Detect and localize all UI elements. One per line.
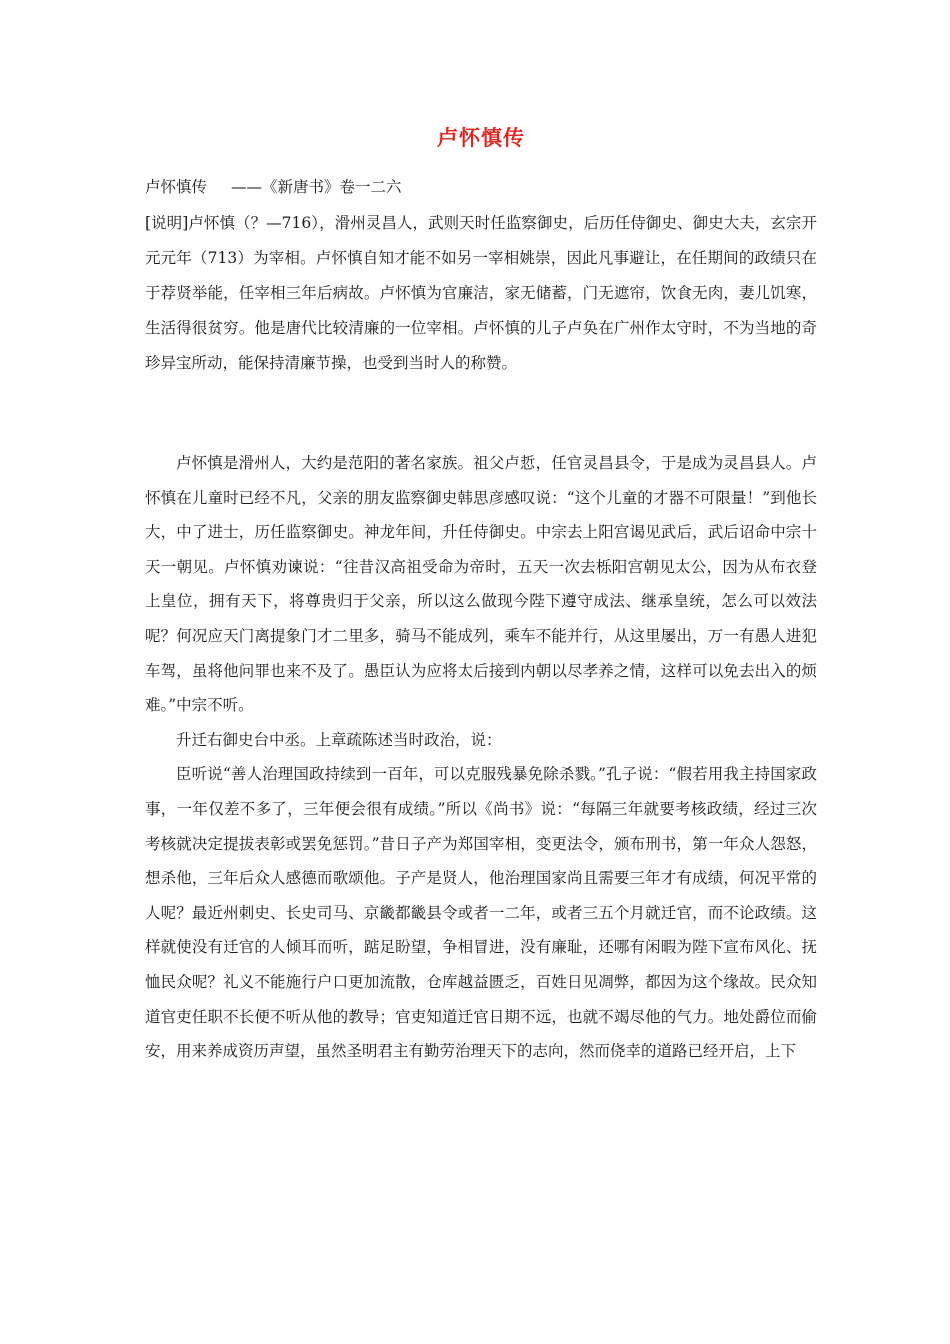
body-text — [145, 446, 817, 1069]
document-subtitle — [145, 176, 817, 198]
subtitle-source: ——《新唐书》卷一二六 — [231, 178, 402, 196]
intro-paragraph: [说明]卢怀慎（？—716），滑州灵昌人，武则天时任监察御史，后历任侍御史、御史大夫，玄宗开元元年（713）为宰相。卢怀慎自知才能不如另一宰相姚崇，因此凡事避让，在任期间的政绩只在于荐贤举能，任宰相三年后病故。卢怀慎为官廉洁，家无储蓄，门无遮帘，饮食无肉，妻儿饥寒，生活得很贫穷。他是唐代比较清廉的一位宰相。卢怀慎的儿子卢奂在广州作太守时，不为当地的奇珍异宝所动，能保持清廉节操，也受到当时人的称赞。 — [145, 214, 817, 372]
body-paragraph: 臣听说“善人治理国政持续到一百年，可以克服残暴免除杀戮。”孔子说：“假若用我主持国家政事，一年仅差不多了，三年便会很有成绩。”所以《尚书》说：“每隔三年就要考核政绩，经过三次考核就决定提拔表彰或罢免惩罚。”昔日子产为郑国宰相，变更法令，颁布刑书，第一年众人怨怒，想杀他，三年后众人感德而歌颂他。子产是贤人，他治理国家尚且需要三年才有成绩，何况平常的人呢？最近州刺史、长史司马、京畿都畿县令或者一二年，或者三五个月就迁官，而不论政绩。这样就使没有迁官的人倾耳而听，踮足盼望，争相冒进，没有廉耻，还哪有闲暇为陛下宣布风化、抚恤民众呢？礼义不能施行户口更加流散，仓库越益匮乏，百姓日见凋弊，都因为这个缘故。民众知道官吏任职不长便不听从他的教导；官吏知道迁官日期不远，也就不竭尽他的气力。地处爵位而偷安，用来养成资历声望，虽然圣明君主有勤劳治理天下的志向，然而侥幸的道路已经开启，上下 — [145, 765, 817, 1061]
document-title: 卢怀慎传 — [437, 125, 525, 150]
body-paragraph: 升迁右御史台中丞。上章疏陈述当时政治，说： — [176, 730, 502, 749]
body-paragraph: 卢怀慎是滑州人，大约是范阳的著名家族。祖父卢悊，任官灵昌县令，于是成为灵昌县人。卢怀慎在儿童时已经不凡，父亲的朋友监察御史韩思彦感叹说：“这个儿童的才器不可限量！”到他长大，中了进士，历任监察御史。神龙年间，升任侍御史。中宗去上阳宫谒见武后，武后诏命中宗十天一朝见。卢怀慎劝谏说：“往昔汉高祖受命为帝时，五天一次去栎阳宫朝见太公，因为从布衣登上皇位，拥有天下，将尊贵归于父亲，所以这么做现今陛下遵守成法、继承皇统，怎么可以效法呢？何况应天门离提象门才二里多，骑马不能成列，乘车不能并行，从这里屡出，万一有愚人进犯车驾，虽将他问罪也来不及了。愚臣认为应将太后接到内朝以尽孝养之情，这样可以免去出入的烦难。”中宗不听。 — [145, 454, 817, 715]
subtitle-name: 卢怀慎传 — [145, 178, 208, 196]
